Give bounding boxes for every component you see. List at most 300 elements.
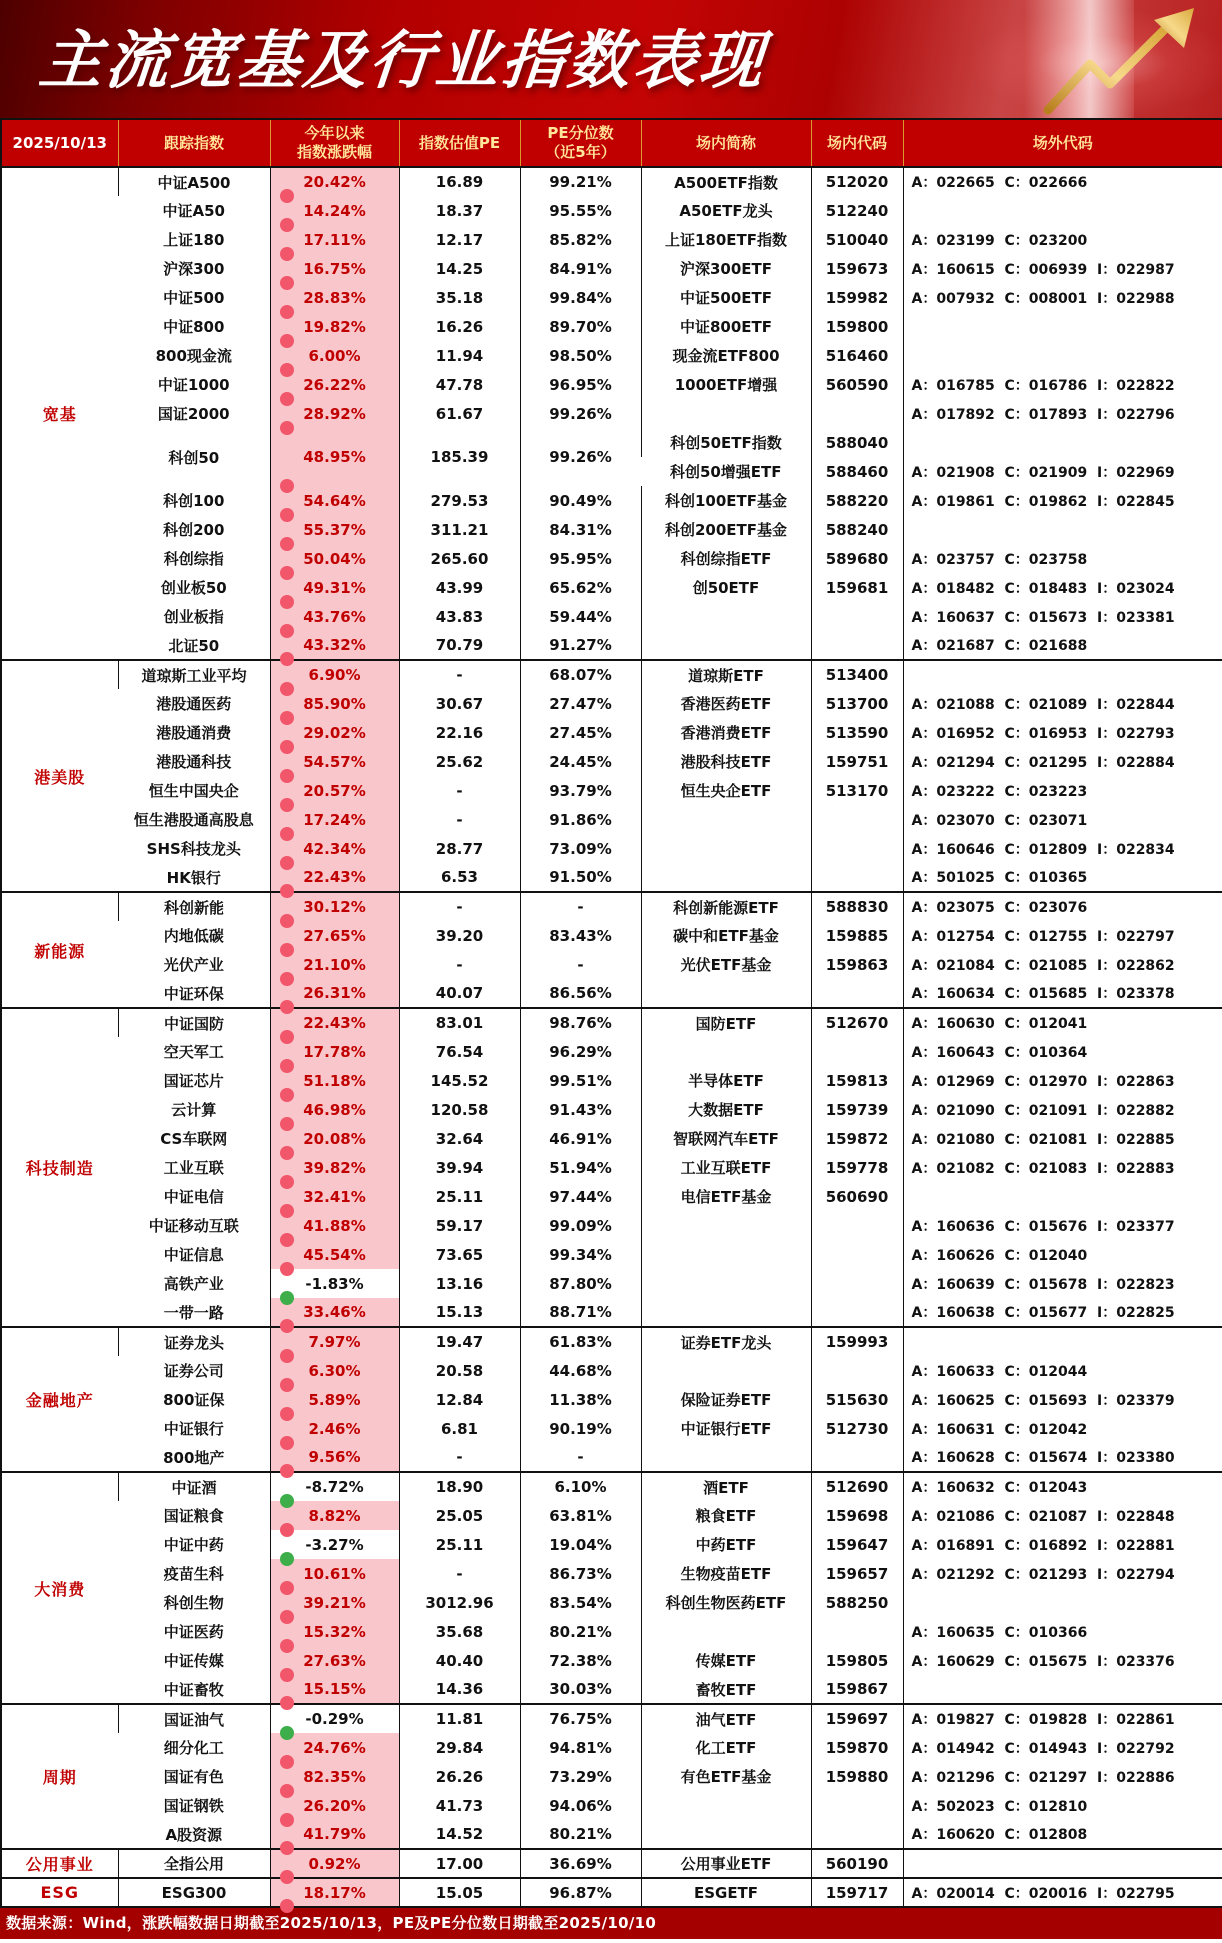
change-value: 14.24%	[303, 201, 366, 220]
table-row	[1, 399, 1222, 428]
index-name-cell: 上证180	[163, 231, 225, 249]
index-name-cell: 内地低碳	[163, 927, 224, 945]
pe-cell: 13.16	[399, 1269, 520, 1298]
exchange-code-cell: 159657	[811, 1559, 903, 1588]
index-name-cell: 中证A500	[118, 167, 270, 196]
table-row	[1, 1095, 1222, 1124]
table-row	[1, 747, 1222, 776]
etf-name-cell: 保险证券ETF	[641, 1385, 811, 1414]
change-value: 0.92%	[308, 1854, 361, 1873]
pe-cell: 18.90	[399, 1472, 520, 1501]
table-row	[1, 776, 1222, 805]
pe-percentile-cell: 85.82%	[520, 225, 641, 254]
pe-percentile-cell: 99.34%	[520, 1240, 641, 1269]
index-name-cell: A股资源	[165, 1825, 223, 1844]
exchange-code-cell: 513170	[811, 776, 903, 805]
change-value: 18.17%	[303, 1883, 366, 1902]
table-row	[1, 950, 1222, 979]
up-dot-icon	[280, 1262, 294, 1276]
pe-percentile-cell: 96.29%	[520, 1037, 641, 1066]
pe-percentile-cell: 90.19%	[520, 1414, 641, 1443]
pe-cell: 14.25	[399, 254, 520, 283]
change-value: 32.41%	[303, 1187, 366, 1206]
pe-percentile-cell: 97.44%	[520, 1182, 641, 1211]
etf-name-cell: 工业互联ETF	[641, 1153, 811, 1182]
otc-code-cell: A：021090 C：021091 I：022882	[903, 1095, 1222, 1124]
etf-name-cell: 科创200ETF基金	[641, 515, 811, 544]
change-value: 9.56%	[308, 1448, 361, 1466]
otc-code-cell: A：021908 C：021909 I：022969	[903, 457, 1222, 486]
pe-percentile-cell: 63.81%	[520, 1501, 641, 1530]
etf-name-cell	[641, 1443, 811, 1472]
table-row	[1, 1182, 1222, 1211]
header-pe-percentile-line1: PE分位数	[547, 124, 614, 143]
etf-name-cell: 碳中和ETF基金	[641, 921, 811, 950]
otc-code-cell	[903, 660, 1222, 689]
up-dot-icon	[280, 218, 294, 232]
etf-name-cell	[641, 1298, 811, 1327]
index-table-body	[1, 167, 1222, 1907]
up-dot-icon	[280, 1464, 294, 1478]
header-pe: 指数估值PE	[399, 119, 520, 167]
up-dot-icon	[280, 1349, 294, 1363]
pe-cell: 12.17	[399, 225, 520, 254]
up-dot-icon	[280, 652, 294, 666]
pe-cell: 59.17	[399, 1211, 520, 1240]
pe-percentile-cell: 59.44%	[520, 602, 641, 631]
index-name-cell: 国证粮食	[163, 1507, 224, 1525]
change-value: 51.18%	[303, 1071, 366, 1090]
table-row	[1, 1820, 1222, 1849]
pe-cell: 15.13	[399, 1298, 520, 1327]
exchange-code-cell: 560590	[811, 370, 903, 399]
index-name-cell: 中证电信	[163, 1188, 224, 1206]
index-name-cell: 工业互联	[163, 1159, 224, 1177]
exchange-code-cell: 560690	[811, 1182, 903, 1211]
pe-cell: 6.53	[399, 863, 520, 892]
page-title: 主流宽基及行业指数表现	[36, 23, 769, 97]
up-dot-icon	[280, 276, 294, 290]
pe-percentile-cell: 84.31%	[520, 515, 641, 544]
pe-percentile-cell: 99.09%	[520, 1211, 641, 1240]
change-value: 7.97%	[308, 1333, 361, 1351]
table-row	[1, 1733, 1222, 1762]
table-row	[1, 225, 1222, 254]
pe-percentile-cell: 98.76%	[520, 1008, 641, 1037]
index-name-cell: 科创综指	[163, 550, 224, 568]
table-row	[1, 1762, 1222, 1791]
otc-code-cell: A：023222 C：023223	[903, 776, 1222, 805]
index-name-cell: 高铁产业	[163, 1275, 224, 1293]
up-dot-icon	[280, 566, 294, 580]
etf-name-cell: 化工ETF	[641, 1733, 811, 1762]
etf-name-cell: 中药ETF	[641, 1530, 811, 1559]
pe-cell: 19.47	[399, 1327, 520, 1356]
etf-name-cell: 有色ETF基金	[641, 1762, 811, 1791]
etf-name-cell: 科创综指ETF	[641, 544, 811, 573]
otc-code-cell: A：017892 C：017893 I：022796	[903, 399, 1222, 428]
pe-percentile-cell: 73.09%	[520, 834, 641, 863]
index-name-cell: 北证50	[168, 636, 220, 655]
otc-code-cell	[903, 196, 1222, 225]
otc-code-cell: A：021082 C：021083 I：022883	[903, 1153, 1222, 1182]
etf-name-cell: 光伏ETF基金	[641, 950, 811, 979]
pe-cell: 29.84	[399, 1733, 520, 1762]
down-dot-icon	[280, 1552, 294, 1566]
otc-code-cell: A：160628 C：015674 I：023380	[903, 1443, 1222, 1472]
otc-code-cell: A：160630 C：012041	[903, 1008, 1222, 1037]
pe-percentile-cell: 99.26%	[520, 428, 641, 486]
etf-name-cell: 公用事业ETF	[641, 1849, 811, 1878]
down-dot-icon	[280, 1726, 294, 1740]
etf-name-cell: 国防ETF	[641, 1008, 811, 1037]
up-dot-icon	[280, 740, 294, 754]
change-value: 85.90%	[303, 694, 366, 713]
pe-percentile-cell: 99.84%	[520, 283, 641, 312]
change-value: -1.83%	[305, 1274, 364, 1293]
etf-name-cell: 科创100ETF基金	[641, 486, 811, 515]
category-cell: 港美股	[1, 660, 118, 892]
otc-code-cell: A：019827 C：019828 I：022861	[903, 1704, 1222, 1733]
table-row	[1, 1443, 1222, 1472]
pe-percentile-cell: 89.70%	[520, 312, 641, 341]
table-row	[1, 1385, 1222, 1414]
up-dot-icon	[280, 1696, 294, 1710]
table-row	[1, 573, 1222, 602]
table-row	[1, 1791, 1222, 1820]
up-dot-icon	[280, 508, 294, 522]
etf-name-cell: 中证银行ETF	[641, 1414, 811, 1443]
change-value: 5.89%	[308, 1390, 361, 1409]
etf-name-cell: 香港医药ETF	[641, 689, 811, 718]
pe-percentile-cell: 68.07%	[520, 660, 641, 689]
up-dot-icon	[280, 189, 294, 203]
pe-cell: 32.64	[399, 1124, 520, 1153]
otc-code-cell: A：160638 C：015677 I：022825	[903, 1298, 1222, 1327]
up-dot-icon	[280, 363, 294, 377]
otc-code-cell	[903, 312, 1222, 341]
change-value: 6.30%	[308, 1361, 361, 1380]
etf-name-cell	[641, 1037, 811, 1066]
table-row	[1, 486, 1222, 515]
change-value: 22.43%	[303, 1014, 366, 1032]
exchange-code-cell	[811, 1356, 903, 1385]
change-value: 28.83%	[303, 288, 366, 307]
change-value: 15.32%	[303, 1622, 366, 1641]
exchange-code-cell	[811, 1443, 903, 1472]
index-name-cell: 中证银行	[163, 1420, 224, 1438]
pe-percentile-cell: 91.27%	[520, 631, 641, 660]
etf-name-cell: 传媒ETF	[641, 1646, 811, 1675]
pe-percentile-cell: 73.29%	[520, 1762, 641, 1791]
category-cell: 新能源	[1, 892, 118, 1008]
change-value: 45.54%	[303, 1245, 366, 1264]
change-value: 10.61%	[303, 1564, 366, 1583]
etf-name-cell: 上证180ETF指数	[641, 225, 811, 254]
index-name-cell: 国证钢铁	[163, 1797, 224, 1815]
otc-code-cell: A：023199 C：023200	[903, 225, 1222, 254]
table-row	[1, 1066, 1222, 1095]
up-dot-icon	[280, 392, 294, 406]
up-dot-icon	[280, 856, 294, 870]
pe-cell: 30.67	[399, 689, 520, 718]
pe-percentile-cell: 99.21%	[520, 167, 641, 196]
exchange-code-cell: 159813	[811, 1066, 903, 1095]
change-value: 28.92%	[303, 404, 366, 423]
otc-code-cell: A：160620 C：012808	[903, 1820, 1222, 1849]
up-dot-icon	[280, 334, 294, 348]
index-name-cell: 科创生物	[163, 1594, 224, 1612]
change-value: -3.27%	[305, 1535, 364, 1554]
pe-cell: 6.81	[399, 1414, 520, 1443]
table-row	[1, 167, 1222, 196]
change-value: 43.76%	[303, 607, 366, 626]
change-value: 17.24%	[303, 810, 366, 829]
table-row	[1, 1675, 1222, 1704]
up-dot-icon	[280, 1407, 294, 1421]
change-value: 8.82%	[308, 1506, 361, 1525]
pe-percentile-cell: 88.71%	[520, 1298, 641, 1327]
pe-percentile-cell: 91.50%	[520, 863, 641, 892]
otc-code-cell: A：160632 C：012043	[903, 1472, 1222, 1501]
exchange-code-cell: 159880	[811, 1762, 903, 1791]
etf-name-cell: 创50ETF	[641, 573, 811, 602]
exchange-code-cell: 588830	[811, 892, 903, 921]
change-value: 41.88%	[303, 1216, 366, 1235]
change-cell	[270, 428, 399, 486]
table-row	[1, 196, 1222, 225]
table-row	[1, 1588, 1222, 1617]
otc-code-cell: A：022665 C：022666	[903, 167, 1222, 196]
change-value: 6.00%	[308, 346, 361, 365]
change-value: 54.57%	[303, 752, 366, 771]
pe-cell: 40.40	[399, 1646, 520, 1675]
table-row	[1, 1646, 1222, 1675]
pe-percentile-cell: 98.50%	[520, 341, 641, 370]
pe-percentile-cell: 72.38%	[520, 1646, 641, 1675]
otc-code-cell: A：021296 C：021297 I：022886	[903, 1762, 1222, 1791]
otc-code-cell: A：160629 C：015675 I：023376	[903, 1646, 1222, 1675]
up-dot-icon	[280, 1204, 294, 1218]
up-dot-icon	[280, 305, 294, 319]
index-name-cell: 一带一路	[163, 1303, 224, 1322]
pe-cell: 47.78	[399, 370, 520, 399]
category-cell: 金融地产	[1, 1327, 118, 1472]
index-name-cell: 沪深300	[163, 260, 225, 278]
up-dot-icon	[280, 1059, 294, 1073]
exchange-code-cell: 159751	[811, 747, 903, 776]
pe-cell: 279.53	[399, 486, 520, 515]
index-name-cell: 科创50	[168, 448, 220, 467]
exchange-code-cell: 159647	[811, 1530, 903, 1559]
table-row	[1, 1037, 1222, 1066]
etf-name-cell: 1000ETF增强	[641, 370, 811, 399]
table-row	[1, 283, 1222, 312]
exchange-code-cell: 159872	[811, 1124, 903, 1153]
pe-cell: 73.65	[399, 1240, 520, 1269]
otc-code-cell: A：019861 C：019862 I：022845	[903, 486, 1222, 515]
table-row	[1, 979, 1222, 1008]
exchange-code-cell: 159993	[811, 1327, 903, 1356]
pe-percentile-cell: 6.10%	[520, 1472, 641, 1501]
table-row	[1, 1153, 1222, 1182]
pe-cell: 20.58	[399, 1356, 520, 1385]
pe-cell: 35.68	[399, 1617, 520, 1646]
pe-cell: 14.52	[399, 1820, 520, 1849]
category-cell: 周期	[1, 1704, 118, 1849]
index-name-cell: 科创100	[163, 492, 225, 510]
up-dot-icon	[280, 537, 294, 551]
header-otc-code: 场外代码	[903, 119, 1222, 167]
exchange-code-cell: 159885	[811, 921, 903, 950]
index-name-cell: HK银行	[166, 868, 221, 887]
pe-cell: 11.94	[399, 341, 520, 370]
change-value: -0.29%	[305, 1710, 364, 1728]
pe-percentile-cell: 83.54%	[520, 1588, 641, 1617]
otc-code-cell: A：160637 C：015673 I：023381	[903, 602, 1222, 631]
up-dot-icon	[280, 711, 294, 725]
otc-code-cell: A：007932 C：008001 I：022988	[903, 283, 1222, 312]
pe-cell: 28.77	[399, 834, 520, 863]
pe-percentile-cell: 87.80%	[520, 1269, 641, 1298]
table-header-row	[1, 119, 1222, 167]
otc-code-cell: A：160615 C：006939 I：022987	[903, 254, 1222, 283]
otc-code-cell: A：014942 C：014943 I：022792	[903, 1733, 1222, 1762]
table-row	[1, 1878, 1222, 1907]
pe-percentile-cell: 44.68%	[520, 1356, 641, 1385]
etf-name-cell	[641, 1211, 811, 1240]
index-name-cell: 中证环保	[163, 984, 224, 1003]
otc-code-cell: A：160633 C：012044	[903, 1356, 1222, 1385]
index-name-cell: 港股通消费	[156, 724, 232, 742]
etf-name-cell: ESGETF	[641, 1878, 811, 1907]
otc-code-cell: A：012754 C：012755 I：022797	[903, 921, 1222, 950]
pe-percentile-cell: 99.51%	[520, 1066, 641, 1095]
change-value: 17.11%	[303, 230, 366, 249]
change-value: 39.82%	[303, 1158, 366, 1177]
index-name-cell: 恒生港股通高股息	[133, 811, 254, 829]
etf-name-cell: 港股科技ETF	[641, 747, 811, 776]
table-row	[1, 1124, 1222, 1153]
pe-percentile-cell: 96.87%	[520, 1878, 641, 1907]
pe-cell: 61.67	[399, 399, 520, 428]
pe-cell: 185.39	[399, 428, 520, 486]
index-name-cell: 国证油气	[118, 1704, 270, 1733]
up-dot-icon	[280, 1319, 294, 1333]
pe-cell: -	[399, 776, 520, 805]
change-value: 21.10%	[303, 955, 366, 974]
change-value: 41.79%	[303, 1825, 366, 1843]
index-name-cell: 空天军工	[163, 1043, 224, 1061]
exchange-code-cell: 510040	[811, 225, 903, 254]
exchange-code-cell: 512690	[811, 1472, 903, 1501]
otc-code-cell: A：016952 C：016953 I：022793	[903, 718, 1222, 747]
up-dot-icon	[280, 943, 294, 957]
etf-name-cell	[641, 399, 811, 428]
pe-percentile-cell: 90.49%	[520, 486, 641, 515]
up-dot-icon	[280, 1117, 294, 1131]
up-dot-icon	[280, 1841, 294, 1855]
exchange-code-cell: 159739	[811, 1095, 903, 1124]
index-name-cell: 国证有色	[163, 1768, 224, 1786]
etf-name-cell	[641, 979, 811, 1008]
index-name-cell: 中证中药	[163, 1536, 224, 1554]
table-row	[1, 1240, 1222, 1269]
header-tracking-index: 跟踪指数	[118, 119, 270, 167]
etf-name-cell	[641, 631, 811, 660]
pe-percentile-cell: 91.43%	[520, 1095, 641, 1124]
pe-cell: 11.81	[399, 1704, 520, 1733]
down-dot-icon	[280, 1291, 294, 1305]
exchange-code-cell	[811, 979, 903, 1008]
etf-name-cell: 大数据ETF	[641, 1095, 811, 1124]
exchange-code-cell: 513400	[811, 660, 903, 689]
pe-percentile-cell: 86.73%	[520, 1559, 641, 1588]
up-dot-icon	[280, 682, 294, 696]
index-name-cell: 国证2000	[157, 405, 230, 423]
etf-name-cell	[641, 1240, 811, 1269]
change-value: 2.46%	[308, 1419, 361, 1438]
otc-code-cell: A：023757 C：023758	[903, 544, 1222, 573]
pe-percentile-cell: 91.86%	[520, 805, 641, 834]
exchange-code-cell	[811, 602, 903, 631]
otc-code-cell: A：160635 C：010366	[903, 1617, 1222, 1646]
pe-percentile-cell: 27.45%	[520, 718, 641, 747]
exchange-code-cell	[811, 834, 903, 863]
etf-name-cell	[641, 602, 811, 631]
pe-percentile-cell: 94.81%	[520, 1733, 641, 1762]
table-row	[1, 370, 1222, 399]
table-row	[1, 1298, 1222, 1327]
index-name-cell: 中证畜牧	[163, 1680, 224, 1699]
index-name-cell: 港股通医药	[156, 695, 232, 713]
change-value: 16.75%	[303, 259, 366, 278]
otc-code-cell: A：021084 C：021085 I：022862	[903, 950, 1222, 979]
pe-cell: 41.73	[399, 1791, 520, 1820]
index-name-cell: 中证800	[163, 318, 225, 336]
exchange-code-cell: 588220	[811, 486, 903, 515]
exchange-code-cell: 515630	[811, 1385, 903, 1414]
pe-percentile-cell: 94.06%	[520, 1791, 641, 1820]
change-value: 19.82%	[303, 317, 366, 336]
pe-percentile-cell: -	[520, 1443, 641, 1472]
exchange-code-cell: 512730	[811, 1414, 903, 1443]
index-name-cell: 中证500	[163, 289, 225, 307]
index-name-cell: 中证国防	[118, 1008, 270, 1037]
etf-name-cell: 证券ETF龙头	[641, 1327, 811, 1356]
etf-name-cell: 畜牧ETF	[641, 1675, 811, 1704]
pe-cell: -	[399, 1443, 520, 1472]
change-value: 26.31%	[303, 984, 366, 1002]
table-row	[1, 718, 1222, 747]
change-value: 17.78%	[303, 1042, 366, 1061]
exchange-code-cell	[811, 1791, 903, 1820]
table-row	[1, 1269, 1222, 1298]
pe-cell: 43.99	[399, 573, 520, 602]
index-name-cell: 细分化工	[163, 1739, 224, 1757]
exchange-code-cell: 588250	[811, 1588, 903, 1617]
up-dot-icon	[280, 972, 294, 986]
exchange-code-cell: 159698	[811, 1501, 903, 1530]
index-name-cell: 中证传媒	[163, 1652, 224, 1670]
index-name-cell: 创业板指	[163, 608, 224, 626]
change-value: 20.57%	[303, 781, 366, 800]
exchange-code-cell: 159863	[811, 950, 903, 979]
index-name-cell: 800证保	[163, 1391, 225, 1409]
etf-name-cell: A500ETF指数	[641, 167, 811, 196]
otc-code-cell: A：160625 C：015693 I：023379	[903, 1385, 1222, 1414]
index-name-cell: ESG300	[118, 1878, 270, 1907]
